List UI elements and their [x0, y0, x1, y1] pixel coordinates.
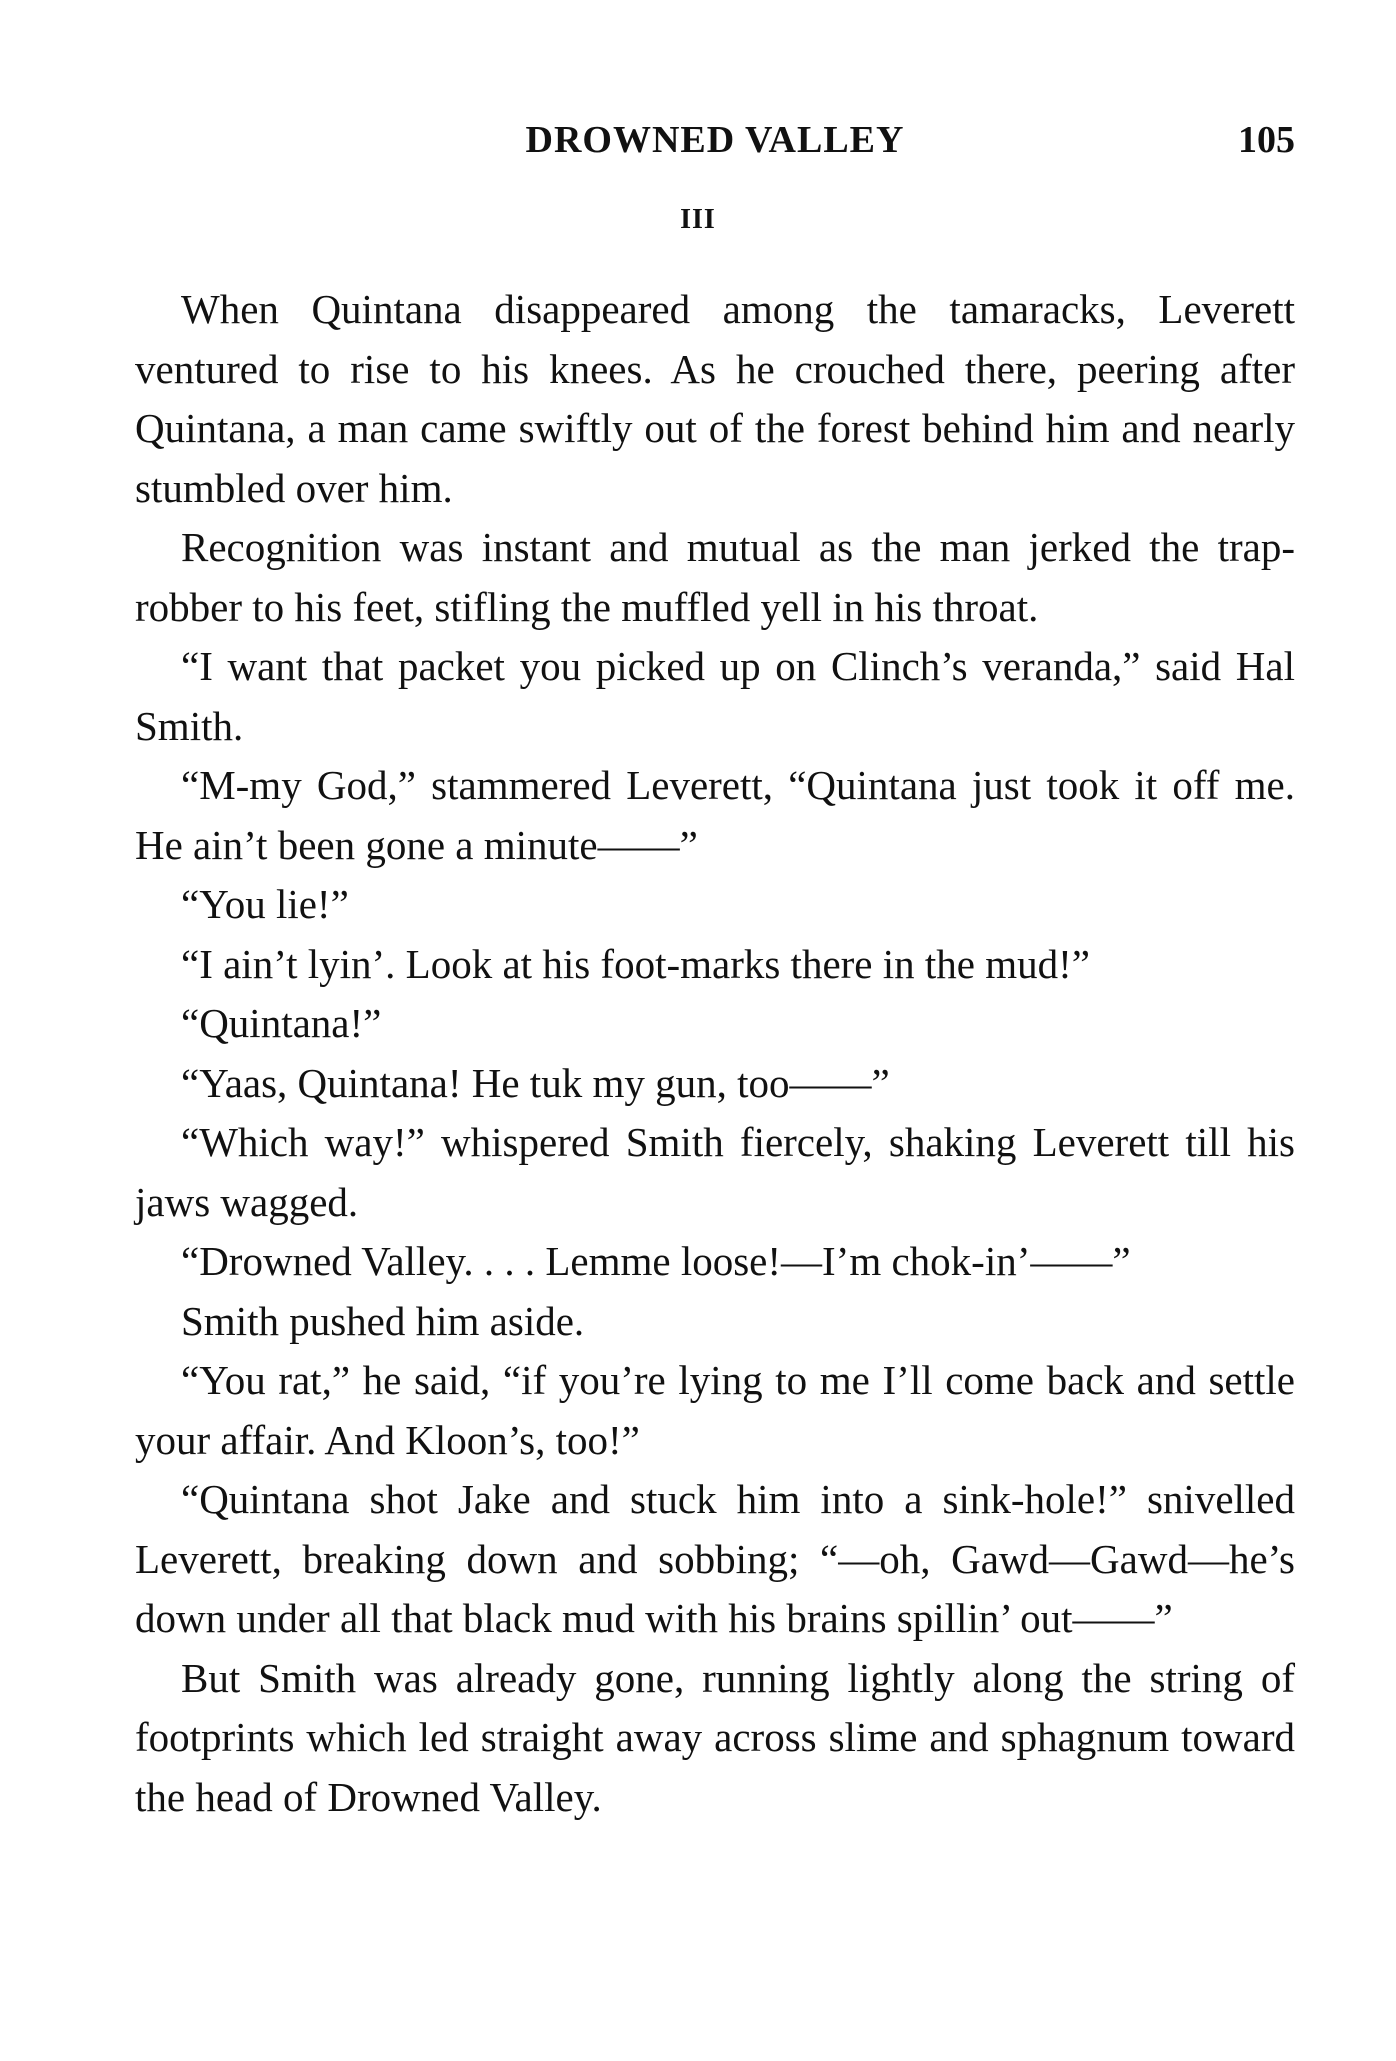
- paragraph: Recognition was instant and mutual as the man jerked the trap-robber to his feet, stifling the muffled yell in his throat.: [135, 524, 1295, 630]
- paragraph: “M-my God,” stammered Leverett, “Quintana just took it off me. He ain’t been gone a minute——”: [135, 762, 1295, 868]
- paragraph: But Smith was already gone, running lightly along the string of footprints which led straight away across slime and sphagnum toward the head of Drowned Valley.: [135, 1654, 1295, 1820]
- paragraph: “Yaas, Quintana! He tuk my gun, too——”: [181, 1059, 890, 1106]
- paragraph: “You rat,” he said, “if you’re lying to me I’ll come back and settle your affair. And Kloon’s, too!”: [135, 1357, 1295, 1463]
- paragraph: “Which way!” whispered Smith fiercely, shaking Leverett till his jaws wagged.: [135, 1119, 1295, 1225]
- paragraph: “Quintana!”: [181, 1000, 382, 1046]
- paragraph: “Quintana shot Jake and stuck him into a sink-hole!” snivelled Leverett, breaking down and sobbing; “—oh, Gawd—Gawd—he’s down under all that black mud with his brains spillin’ out——”: [135, 1476, 1295, 1641]
- page-number: 105: [1238, 119, 1295, 161]
- section-number: III: [680, 204, 716, 235]
- paragraph: “You lie!”: [181, 881, 349, 927]
- running-title: DROWNED VALLEY: [525, 119, 905, 161]
- paragraph: “I ain’t lyin’. Look at his foot-marks there in the mud!”: [181, 940, 1090, 987]
- paragraph: “Drowned Valley. . . . Lemme loose!—I’m chok-in’——”: [181, 1238, 1131, 1284]
- paragraph: “I want that packet you picked up on Clinch’s veranda,” said Hal Smith.: [135, 643, 1295, 749]
- running-head: [135, 118, 1295, 178]
- paragraph: Smith pushed him aside.: [181, 1297, 585, 1344]
- body-text: [135, 280, 1295, 1827]
- paragraph: When Quintana disappeared among the tamaracks, Leverett ventured to rise to his knees. As he crouched there, peering after Quintana, a man came swiftly out of the forest behind him and nearly stumbled over him.: [135, 286, 1295, 511]
